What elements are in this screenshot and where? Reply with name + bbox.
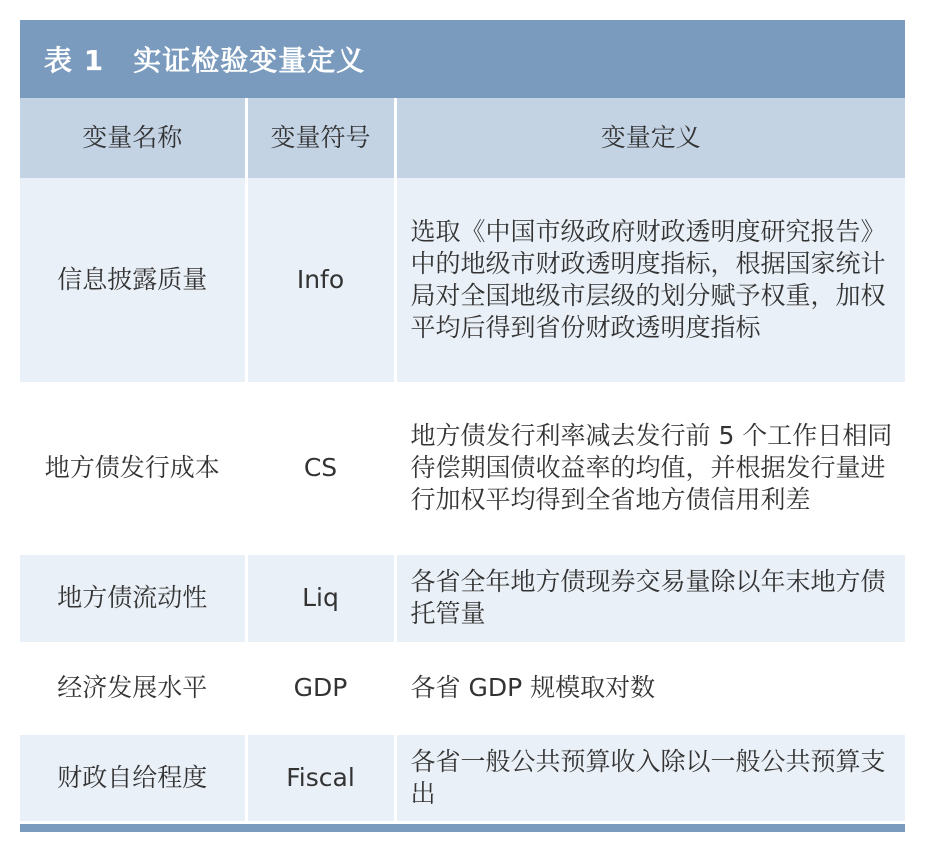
variable-definition-table (20, 20, 905, 830)
table-title-bar (20, 20, 905, 98)
variable-name: 财政自给程度 (20, 733, 246, 822)
variable-symbol: Info (246, 178, 395, 383)
variable-name: 经济发展水平 (20, 643, 246, 733)
header-row (20, 98, 905, 178)
variable-name: 信息披露质量 (20, 178, 246, 383)
variable-symbol: CS (246, 383, 395, 553)
header-variable-symbol: 变量符号 (246, 98, 395, 178)
variable-definition: 各省一般公共预算收入除以一般公共预算支出 (395, 733, 905, 822)
table-row (20, 178, 905, 383)
variable-definition: 地方债发行利率减去发行前 5 个工作日相同待偿期国债收益率的均值，并根据发行量进行加权平均得到全省地方债信用利差 (395, 383, 905, 553)
variable-definition: 各省全年地方债现券交易量除以年末地方债托管量 (395, 553, 905, 643)
definition-table (20, 98, 905, 824)
variable-symbol: Fiscal (246, 733, 395, 822)
table-row (20, 643, 905, 733)
variable-name: 地方债流动性 (20, 553, 246, 643)
table-title: 表 1 实证检验变量定义 (44, 44, 366, 77)
header-variable-definition: 变量定义 (395, 98, 905, 178)
variable-name: 地方债发行成本 (20, 383, 246, 553)
variable-symbol: GDP (246, 643, 395, 733)
table-bottom-rule (20, 824, 905, 832)
variable-definition: 各省 GDP 规模取对数 (395, 643, 905, 733)
variable-symbol: Liq (246, 553, 395, 643)
table-row (20, 553, 905, 643)
header-variable-name: 变量名称 (20, 98, 246, 178)
table-row (20, 383, 905, 553)
table-row (20, 733, 905, 822)
variable-definition: 选取《中国市级政府财政透明度研究报告》中的地级市财政透明度指标，根据国家统计局对全国地级市层级的划分赋予权重，加权平均后得到省份财政透明度指标 (395, 178, 905, 383)
